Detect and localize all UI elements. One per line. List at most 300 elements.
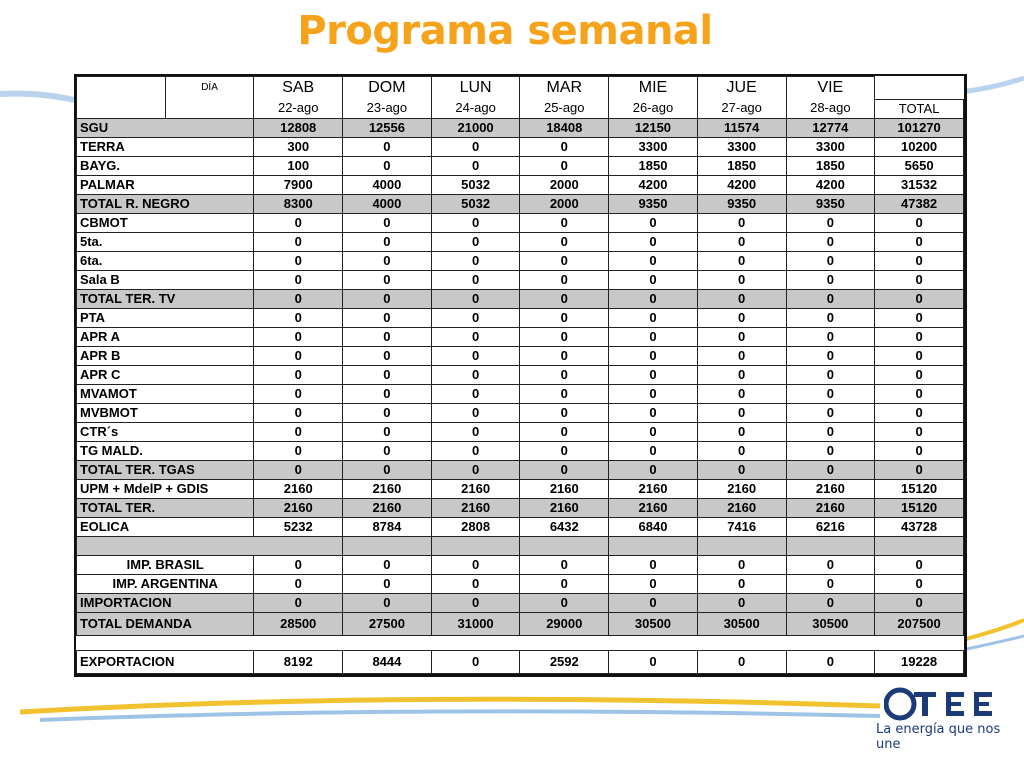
row-value: 0 — [520, 460, 609, 479]
row-value: 0 — [343, 270, 432, 289]
row-value: 0 — [254, 365, 343, 384]
row-value: 3300 — [609, 137, 698, 156]
row-value: 100 — [254, 156, 343, 175]
row-label: TERRA — [77, 137, 166, 156]
row-total: 0 — [875, 251, 964, 270]
row-value: 0 — [343, 384, 432, 403]
row-value: 0 — [254, 593, 343, 612]
row-value: 0 — [609, 422, 698, 441]
row-label: MVAMOT — [77, 384, 166, 403]
ute-logo-icon — [884, 684, 1014, 724]
row-total: 0 — [875, 441, 964, 460]
row-value: 0 — [343, 137, 432, 156]
row-total: 0 — [875, 308, 964, 327]
table-row — [77, 308, 964, 327]
row-value: 0 — [786, 327, 875, 346]
table-row — [77, 403, 964, 422]
row-value: 0 — [520, 289, 609, 308]
header-date: 26-ago — [609, 99, 698, 118]
row-value: 2160 — [431, 479, 520, 498]
row-value: 0 — [343, 156, 432, 175]
row-value: 0 — [343, 555, 432, 574]
row-value: 5232 — [254, 517, 343, 536]
row-total: 0 — [875, 213, 964, 232]
row-sublabel — [165, 517, 254, 536]
row-value: 2160 — [786, 479, 875, 498]
row-label: CTR´s — [77, 422, 166, 441]
row-value: 4000 — [343, 194, 432, 213]
row-value: 9350 — [609, 194, 698, 213]
row-value: 0 — [254, 308, 343, 327]
import-row — [77, 574, 964, 593]
row-value: 0 — [431, 156, 520, 175]
schedule-body — [77, 77, 964, 674]
row-sublabel — [165, 308, 254, 327]
row-value: 0 — [609, 555, 698, 574]
row-value: 0 — [697, 593, 786, 612]
header-dia-label: DÍA — [165, 77, 254, 100]
row-value: 2808 — [431, 517, 520, 536]
row-value: 4000 — [343, 175, 432, 194]
row-value: 12150 — [609, 118, 698, 137]
row-total: 47382 — [875, 194, 964, 213]
row-label: IMP. ARGENTINA — [77, 574, 254, 593]
row-value: 0 — [520, 156, 609, 175]
row-label: SGU — [77, 118, 254, 137]
row-value: 0 — [343, 422, 432, 441]
row-label: TOTAL TER. — [77, 498, 254, 517]
row-label: PALMAR — [77, 175, 166, 194]
row-value: 0 — [609, 441, 698, 460]
table-row — [77, 137, 964, 156]
row-value: 0 — [520, 213, 609, 232]
row-value: 0 — [786, 232, 875, 251]
row-label: TG MALD. — [77, 441, 166, 460]
row-label: APR B — [77, 346, 166, 365]
header-day: JUE — [697, 77, 786, 100]
row-value: 0 — [254, 403, 343, 422]
row-value: 0 — [520, 574, 609, 593]
row-value: 30500 — [609, 612, 698, 635]
row-value: 18408 — [520, 118, 609, 137]
row-value: 2000 — [520, 194, 609, 213]
row-total: 0 — [875, 460, 964, 479]
row-value: 0 — [431, 574, 520, 593]
row-value: 2160 — [697, 498, 786, 517]
row-value: 0 — [520, 384, 609, 403]
row-value: 11574 — [697, 118, 786, 137]
row-value: 0 — [609, 270, 698, 289]
row-total: 0 — [875, 555, 964, 574]
row-sublabel — [165, 346, 254, 365]
row-value: 12808 — [254, 118, 343, 137]
row-value: 0 — [786, 213, 875, 232]
row-total: 43728 — [875, 517, 964, 536]
row-value: 0 — [697, 327, 786, 346]
row-value: 31000 — [431, 612, 520, 635]
row-label: UPM + MdelP + GDIS — [77, 479, 254, 498]
row-label: BAYG. — [77, 156, 166, 175]
separator-cell — [786, 536, 875, 555]
row-value: 0 — [431, 650, 520, 673]
row-total: 0 — [875, 346, 964, 365]
row-value: 29000 — [520, 612, 609, 635]
row-value: 30500 — [786, 612, 875, 635]
row-value: 2160 — [343, 498, 432, 517]
row-value: 2000 — [520, 175, 609, 194]
row-value: 0 — [520, 327, 609, 346]
row-value: 0 — [786, 289, 875, 308]
header-date: 24-ago — [431, 99, 520, 118]
row-total: 0 — [875, 403, 964, 422]
row-value: 5032 — [431, 175, 520, 194]
row-value: 0 — [343, 213, 432, 232]
row-total: 207500 — [875, 612, 964, 635]
row-value: 21000 — [431, 118, 520, 137]
header-days-row — [77, 77, 964, 100]
row-value: 4200 — [786, 175, 875, 194]
row-value: 0 — [431, 422, 520, 441]
row-label: IMPORTACION — [77, 593, 254, 612]
table-row — [77, 479, 964, 498]
row-value: 5032 — [431, 194, 520, 213]
row-value: 0 — [697, 460, 786, 479]
row-value: 0 — [254, 213, 343, 232]
row-label: APR C — [77, 365, 166, 384]
row-value: 0 — [697, 650, 786, 673]
row-value: 9350 — [786, 194, 875, 213]
row-value: 0 — [697, 308, 786, 327]
import-row — [77, 555, 964, 574]
row-value: 2160 — [520, 479, 609, 498]
row-value: 0 — [254, 574, 343, 593]
row-value: 0 — [520, 403, 609, 422]
row-value: 1850 — [697, 156, 786, 175]
row-value: 0 — [343, 574, 432, 593]
separator-cell — [609, 536, 698, 555]
row-label: TOTAL R. NEGRO — [77, 194, 254, 213]
row-value: 0 — [254, 422, 343, 441]
row-value: 0 — [431, 251, 520, 270]
header-date: 25-ago — [520, 99, 609, 118]
row-value: 0 — [254, 327, 343, 346]
row-value: 0 — [697, 384, 786, 403]
header-date: 22-ago — [254, 99, 343, 118]
row-value: 0 — [609, 650, 698, 673]
table-row — [77, 346, 964, 365]
table-row — [77, 517, 964, 536]
table-row — [77, 213, 964, 232]
row-value: 0 — [520, 422, 609, 441]
row-total: 0 — [875, 327, 964, 346]
separator-cell — [697, 536, 786, 555]
row-value: 0 — [343, 460, 432, 479]
table-row — [77, 289, 964, 308]
spacer-row — [77, 635, 964, 650]
row-value: 0 — [786, 308, 875, 327]
row-value: 4200 — [697, 175, 786, 194]
row-label: IMP. BRASIL — [77, 555, 254, 574]
row-value: 0 — [343, 308, 432, 327]
row-sublabel — [165, 213, 254, 232]
row-total: 0 — [875, 365, 964, 384]
row-value: 2592 — [520, 650, 609, 673]
row-value: 0 — [520, 270, 609, 289]
row-value: 0 — [343, 289, 432, 308]
row-value: 0 — [609, 289, 698, 308]
row-label: PTA — [77, 308, 166, 327]
row-sublabel — [165, 422, 254, 441]
header-total: TOTAL — [875, 99, 964, 118]
row-sublabel — [165, 137, 254, 156]
row-total: 15120 — [875, 498, 964, 517]
row-label: EOLICA — [77, 517, 166, 536]
table-row — [77, 251, 964, 270]
row-value: 2160 — [609, 498, 698, 517]
row-value: 0 — [697, 574, 786, 593]
row-value: 0 — [697, 403, 786, 422]
row-value: 0 — [609, 403, 698, 422]
row-value: 0 — [343, 403, 432, 422]
row-value: 0 — [431, 289, 520, 308]
row-value: 0 — [254, 289, 343, 308]
row-value: 0 — [431, 346, 520, 365]
row-value: 0 — [520, 593, 609, 612]
page-title: Programa semanal — [297, 8, 713, 54]
table-row — [77, 156, 964, 175]
row-total: 31532 — [875, 175, 964, 194]
row-value: 6216 — [786, 517, 875, 536]
row-total: 0 — [875, 384, 964, 403]
row-value: 9350 — [697, 194, 786, 213]
row-sublabel — [165, 441, 254, 460]
header-day: VIE — [786, 77, 875, 100]
row-total: 0 — [875, 270, 964, 289]
row-value: 2160 — [254, 498, 343, 517]
row-value: 0 — [697, 232, 786, 251]
row-value: 0 — [697, 422, 786, 441]
row-value: 2160 — [343, 479, 432, 498]
table-row — [77, 118, 964, 137]
row-value: 0 — [609, 308, 698, 327]
row-value: 0 — [343, 441, 432, 460]
header-day: MAR — [520, 77, 609, 100]
row-value: 8192 — [254, 650, 343, 673]
header-blank — [77, 99, 166, 118]
header-blank — [77, 77, 166, 100]
row-value: 0 — [343, 327, 432, 346]
row-total: 101270 — [875, 118, 964, 137]
header-date: 27-ago — [697, 99, 786, 118]
row-value: 12556 — [343, 118, 432, 137]
row-label: CBMOT — [77, 213, 166, 232]
row-value: 0 — [609, 232, 698, 251]
row-sublabel — [165, 365, 254, 384]
table-row — [77, 365, 964, 384]
row-value: 3300 — [697, 137, 786, 156]
row-value: 8784 — [343, 517, 432, 536]
row-value: 0 — [609, 460, 698, 479]
row-label: 5ta. — [77, 232, 166, 251]
row-value: 0 — [609, 213, 698, 232]
header-day: SAB — [254, 77, 343, 100]
row-label: TOTAL DEMANDA — [77, 612, 254, 635]
row-value: 12774 — [786, 118, 875, 137]
row-value: 0 — [254, 270, 343, 289]
row-value: 6840 — [609, 517, 698, 536]
header-day: DOM — [343, 77, 432, 100]
row-value: 0 — [520, 137, 609, 156]
header-date: 23-ago — [343, 99, 432, 118]
row-value: 0 — [431, 308, 520, 327]
row-total: 0 — [875, 422, 964, 441]
row-value: 6432 — [520, 517, 609, 536]
row-value: 0 — [609, 251, 698, 270]
row-value: 0 — [431, 270, 520, 289]
row-value: 0 — [431, 327, 520, 346]
row-value: 0 — [786, 365, 875, 384]
row-value: 0 — [786, 422, 875, 441]
row-value: 0 — [431, 593, 520, 612]
row-value: 0 — [520, 555, 609, 574]
row-value: 0 — [254, 251, 343, 270]
row-value: 3300 — [786, 137, 875, 156]
row-value: 0 — [609, 346, 698, 365]
row-label: MVBMOT — [77, 403, 166, 422]
row-value: 0 — [254, 441, 343, 460]
row-value: 1850 — [609, 156, 698, 175]
brand-tagline: La energía que nos une — [876, 722, 1001, 752]
row-value: 2160 — [254, 479, 343, 498]
row-value: 0 — [254, 460, 343, 479]
row-value: 0 — [431, 555, 520, 574]
row-value: 8300 — [254, 194, 343, 213]
row-value: 300 — [254, 137, 343, 156]
row-value: 0 — [786, 593, 875, 612]
separator-cell — [431, 536, 520, 555]
row-label: 6ta. — [77, 251, 166, 270]
row-value: 2160 — [609, 479, 698, 498]
row-sublabel — [165, 175, 254, 194]
separator-cell — [77, 536, 343, 555]
spacer-cell — [77, 635, 964, 650]
separator-cell — [520, 536, 609, 555]
table-row — [77, 422, 964, 441]
row-value: 8444 — [343, 650, 432, 673]
row-value: 0 — [786, 346, 875, 365]
row-value: 0 — [697, 251, 786, 270]
row-label: APR A — [77, 327, 166, 346]
row-value: 2160 — [431, 498, 520, 517]
row-label: Sala B — [77, 270, 166, 289]
row-value: 7416 — [697, 517, 786, 536]
row-value: 0 — [697, 270, 786, 289]
row-value: 0 — [609, 327, 698, 346]
row-value: 0 — [609, 574, 698, 593]
row-total: 15120 — [875, 479, 964, 498]
row-value: 0 — [697, 441, 786, 460]
table-row — [77, 175, 964, 194]
row-value: 4200 — [609, 175, 698, 194]
row-value: 0 — [254, 232, 343, 251]
table-row — [77, 384, 964, 403]
row-value: 0 — [786, 441, 875, 460]
row-sublabel — [165, 156, 254, 175]
row-value: 0 — [431, 441, 520, 460]
row-sublabel — [165, 270, 254, 289]
separator-cell — [343, 536, 432, 555]
importacion-row — [77, 593, 964, 612]
row-value: 0 — [609, 365, 698, 384]
row-value: 0 — [343, 365, 432, 384]
row-value: 27500 — [343, 612, 432, 635]
row-value: 0 — [786, 555, 875, 574]
row-value: 7900 — [254, 175, 343, 194]
row-value: 0 — [697, 289, 786, 308]
demand-row — [77, 612, 964, 635]
table-row — [77, 498, 964, 517]
row-value: 0 — [343, 232, 432, 251]
row-total: 0 — [875, 574, 964, 593]
row-value: 0 — [786, 270, 875, 289]
table-row — [77, 194, 964, 213]
row-value: 2160 — [697, 479, 786, 498]
separator-row — [77, 536, 964, 555]
row-value: 0 — [609, 384, 698, 403]
row-value: 0 — [254, 384, 343, 403]
row-value: 0 — [431, 213, 520, 232]
row-value: 0 — [520, 365, 609, 384]
row-value: 2160 — [786, 498, 875, 517]
row-value: 0 — [697, 555, 786, 574]
header-total-blank — [875, 77, 964, 100]
row-total: 0 — [875, 232, 964, 251]
row-sublabel — [165, 232, 254, 251]
table-row — [77, 327, 964, 346]
row-value: 0 — [431, 403, 520, 422]
row-value: 0 — [343, 251, 432, 270]
row-value: 0 — [697, 213, 786, 232]
row-value: 0 — [520, 251, 609, 270]
separator-cell — [875, 536, 964, 555]
header-day: LUN — [431, 77, 520, 100]
row-value: 0 — [254, 346, 343, 365]
row-label: EXPORTACION — [77, 650, 254, 673]
row-value: 1850 — [786, 156, 875, 175]
row-value: 30500 — [697, 612, 786, 635]
row-value: 0 — [431, 460, 520, 479]
row-value: 0 — [786, 650, 875, 673]
row-value: 0 — [431, 232, 520, 251]
header-dates-row — [77, 99, 964, 118]
header-date: 28-ago — [786, 99, 875, 118]
row-value: 2160 — [520, 498, 609, 517]
row-value: 0 — [609, 593, 698, 612]
row-sublabel — [165, 251, 254, 270]
schedule-table — [76, 76, 964, 674]
row-value: 0 — [697, 365, 786, 384]
row-total: 0 — [875, 289, 964, 308]
row-value: 0 — [520, 232, 609, 251]
row-label: TOTAL TER. TV — [77, 289, 254, 308]
row-value: 0 — [786, 460, 875, 479]
row-total: 10200 — [875, 137, 964, 156]
row-value: 0 — [786, 403, 875, 422]
row-value: 0 — [786, 384, 875, 403]
row-sublabel — [165, 384, 254, 403]
row-total: 19228 — [875, 650, 964, 673]
row-value: 0 — [520, 308, 609, 327]
